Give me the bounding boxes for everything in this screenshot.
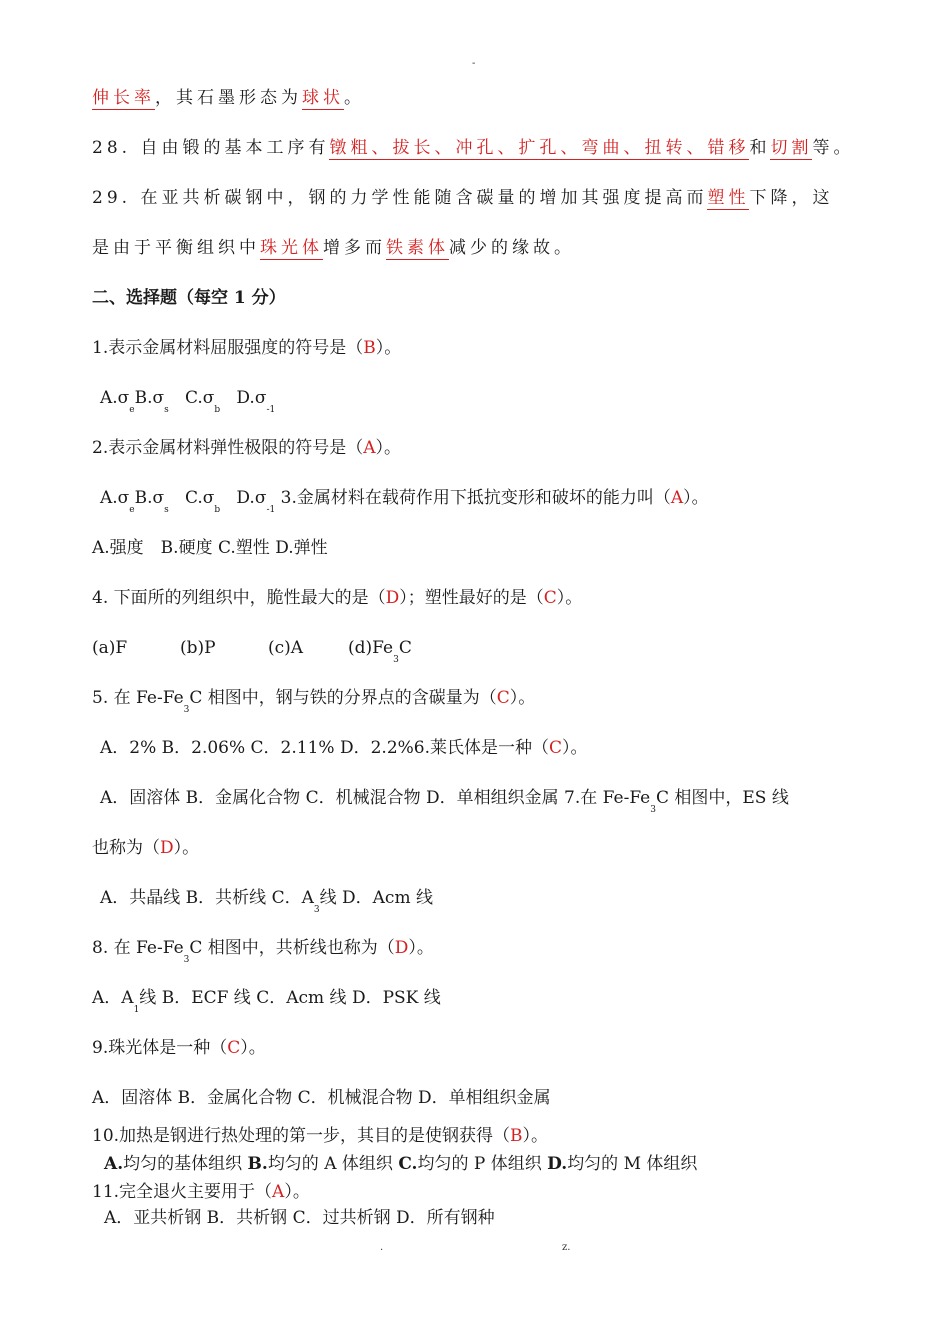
question-number: 28. bbox=[92, 138, 132, 158]
text: ）。 bbox=[509, 688, 536, 708]
choice-6-options bbox=[100, 786, 789, 813]
text: ，其石墨形态为 bbox=[155, 88, 302, 108]
question-text: 也称为（ bbox=[92, 838, 160, 858]
option-a: A.σ bbox=[100, 488, 130, 508]
text: ）。 bbox=[284, 1182, 310, 1202]
option-letter: C. bbox=[398, 1154, 418, 1174]
subscript: s bbox=[164, 505, 169, 515]
subscript: e bbox=[129, 405, 135, 415]
subscript: e bbox=[129, 505, 135, 515]
text: ）。 bbox=[408, 938, 434, 958]
choice-1-options bbox=[100, 386, 275, 413]
question-text: C 相图中，ES 线 bbox=[655, 788, 789, 808]
text: 和 bbox=[749, 138, 771, 158]
subscript: -1 bbox=[266, 405, 276, 415]
answer-ferrite: 铁素体 bbox=[386, 238, 449, 258]
answer: A bbox=[272, 1182, 285, 1202]
option-c: C.σ bbox=[184, 488, 215, 508]
question-29-cont bbox=[92, 236, 575, 260]
option-d: (d)Fe bbox=[348, 638, 394, 658]
choice-9-options: A．固溶体 B．金属化合物 C．机械混合物 D．单相组织金属 bbox=[92, 1088, 551, 1108]
options: A．A bbox=[92, 988, 134, 1008]
text: ）。 bbox=[375, 438, 402, 458]
subscript: 3 bbox=[183, 955, 190, 965]
text: ）。 bbox=[173, 838, 200, 858]
options: 线 D．Acm 线 bbox=[319, 888, 433, 908]
question-text: C 相图中，钢与铁的分界点的含碳量为（ bbox=[189, 688, 497, 708]
question-text: 在亚共析碳钢中，钢的力学性能随含碳量的增加其强度提高而 bbox=[140, 188, 708, 208]
choice-8 bbox=[92, 936, 434, 963]
option-text: 均匀的 A 体组织 bbox=[267, 1154, 399, 1174]
answer: B bbox=[363, 338, 376, 358]
answer-cutting: 切割 bbox=[770, 138, 813, 158]
choice-2-options bbox=[100, 486, 709, 513]
choice-9 bbox=[92, 1036, 266, 1060]
option-a: A.σ bbox=[100, 388, 130, 408]
option-c: C.σ bbox=[184, 388, 215, 408]
subscript: 3 bbox=[313, 905, 320, 915]
choice-8-options bbox=[92, 986, 441, 1013]
option-letter: D. bbox=[547, 1154, 568, 1174]
text: 下降，这 bbox=[749, 188, 834, 208]
question-text: 10.加热是钢进行热处理的第一步，其目的是使钢获得（ bbox=[92, 1126, 511, 1146]
choice-11 bbox=[92, 1180, 310, 1204]
answer: B bbox=[510, 1126, 523, 1146]
option-b: (b)P bbox=[180, 638, 216, 658]
option-d: D.σ bbox=[236, 388, 267, 408]
text: ）；塑性最好的是（ bbox=[399, 588, 544, 608]
text: ）。 bbox=[562, 738, 588, 758]
section-title: 二、选择题（每空 1 分） bbox=[92, 288, 286, 308]
question-text: 8. 在 Fe-Fe bbox=[92, 938, 184, 958]
question-text: 1.表示金属材料屈服强度的符号是（ bbox=[92, 338, 364, 358]
option-a: (a)F bbox=[92, 638, 128, 658]
choice-7-options bbox=[100, 886, 433, 913]
text: 。 bbox=[344, 88, 365, 108]
footer-right: z. bbox=[562, 1242, 571, 1253]
answer: D bbox=[394, 938, 409, 958]
question-text: 11.完全退火主要用于（ bbox=[92, 1182, 273, 1202]
text: 是由于平衡组织中 bbox=[92, 238, 260, 258]
answer: A bbox=[670, 488, 684, 508]
subscript: 3 bbox=[183, 705, 190, 715]
question-number: 29. bbox=[92, 188, 132, 208]
question-text: 9.珠光体是一种（ bbox=[92, 1038, 228, 1058]
header-mark: - bbox=[472, 58, 476, 69]
answer-forging-ops: 镦粗、拔长、冲孔、扩孔、弯曲、扭转、错移 bbox=[329, 138, 750, 158]
options: A．共晶线 B．共析线 C．A bbox=[100, 888, 314, 908]
option-text: 均匀的 P 体组织 bbox=[417, 1154, 548, 1174]
option-b: B.σ bbox=[134, 488, 165, 508]
question-text: C 相图中，共析线也称为（ bbox=[189, 938, 395, 958]
footer-left: . bbox=[380, 1242, 384, 1253]
options: A．2% B．2.06% C．2.11% D．2.2% bbox=[100, 738, 414, 758]
text: ）。 bbox=[556, 588, 583, 608]
text: C bbox=[398, 638, 412, 658]
option-b: B.σ bbox=[134, 388, 165, 408]
choice-10-options bbox=[104, 1152, 697, 1176]
text: 增多而 bbox=[323, 238, 386, 258]
choice-5 bbox=[92, 686, 535, 713]
option-text: 均匀的基体组织 bbox=[123, 1154, 248, 1174]
text: 减少的缘故。 bbox=[449, 238, 575, 258]
option-letter: B. bbox=[247, 1154, 268, 1174]
choice-4-options bbox=[92, 636, 412, 663]
answer-plasticity: 塑性 bbox=[707, 188, 750, 208]
option-c: (c)A bbox=[268, 638, 304, 658]
choice-3-options: A.强度 B.硬度 C.塑性 D.弹性 bbox=[92, 538, 328, 558]
answer-spheroidal: 球状 bbox=[302, 88, 344, 108]
answer: D bbox=[160, 838, 174, 858]
question-text: 6.莱氏体是一种（ bbox=[413, 738, 550, 758]
question-text: 5. 在 Fe-Fe bbox=[92, 688, 184, 708]
answer: A bbox=[363, 438, 376, 458]
answer: C bbox=[227, 1038, 241, 1058]
subscript: s bbox=[164, 405, 169, 415]
text: ）。 bbox=[522, 1126, 549, 1146]
subscript: 3 bbox=[650, 805, 656, 815]
options: A．固溶体 B．金属化合物 C．机械混合物 D．单相组织金属 7.在 Fe-Fe bbox=[100, 788, 651, 808]
text: 等。 bbox=[812, 138, 855, 158]
choice-1 bbox=[92, 336, 401, 360]
choice-4 bbox=[92, 586, 582, 610]
text: ）。 bbox=[240, 1038, 266, 1058]
answer: C bbox=[549, 738, 563, 758]
option-text: 均匀的 M 体组织 bbox=[567, 1154, 698, 1174]
line-fill-elongation bbox=[92, 86, 365, 110]
subscript: b bbox=[214, 405, 221, 415]
choice-2 bbox=[92, 436, 401, 460]
choice-10 bbox=[92, 1124, 548, 1148]
choice-11-options: A．亚共析钢 B．共析钢 C．过共析钢 D．所有钢种 bbox=[104, 1208, 495, 1228]
options: 线 B．ECF 线 C．Acm 线 D．PSK 线 bbox=[139, 988, 441, 1008]
question-text: 2.表示金属材料弹性极限的符号是（ bbox=[92, 438, 364, 458]
choice-5-options bbox=[100, 736, 588, 760]
question-28 bbox=[92, 136, 854, 160]
answer: C bbox=[543, 588, 557, 608]
answer: D bbox=[385, 588, 400, 608]
question-29 bbox=[92, 186, 833, 210]
question-text: 3.金属材料在载荷作用下抵抗变形和破坏的能力叫（ bbox=[280, 488, 671, 508]
subscript: 1 bbox=[133, 1005, 140, 1015]
question-text: 4. 下面所的列组织中，脆性最大的是（ bbox=[92, 588, 386, 608]
text: ）。 bbox=[375, 338, 402, 358]
answer: C bbox=[496, 688, 510, 708]
subscript: -1 bbox=[266, 505, 276, 515]
option-d: D.σ bbox=[236, 488, 267, 508]
text: ）。 bbox=[683, 488, 709, 508]
subscript: 3 bbox=[393, 655, 399, 665]
answer-pearlite: 珠光体 bbox=[260, 238, 323, 258]
subscript: b bbox=[214, 505, 221, 515]
option-letter: A. bbox=[104, 1154, 124, 1174]
answer-elongation: 伸长率 bbox=[92, 88, 155, 108]
question-text: 自由锻的基本工序有 bbox=[140, 138, 330, 158]
choice-7-cont bbox=[92, 836, 199, 860]
